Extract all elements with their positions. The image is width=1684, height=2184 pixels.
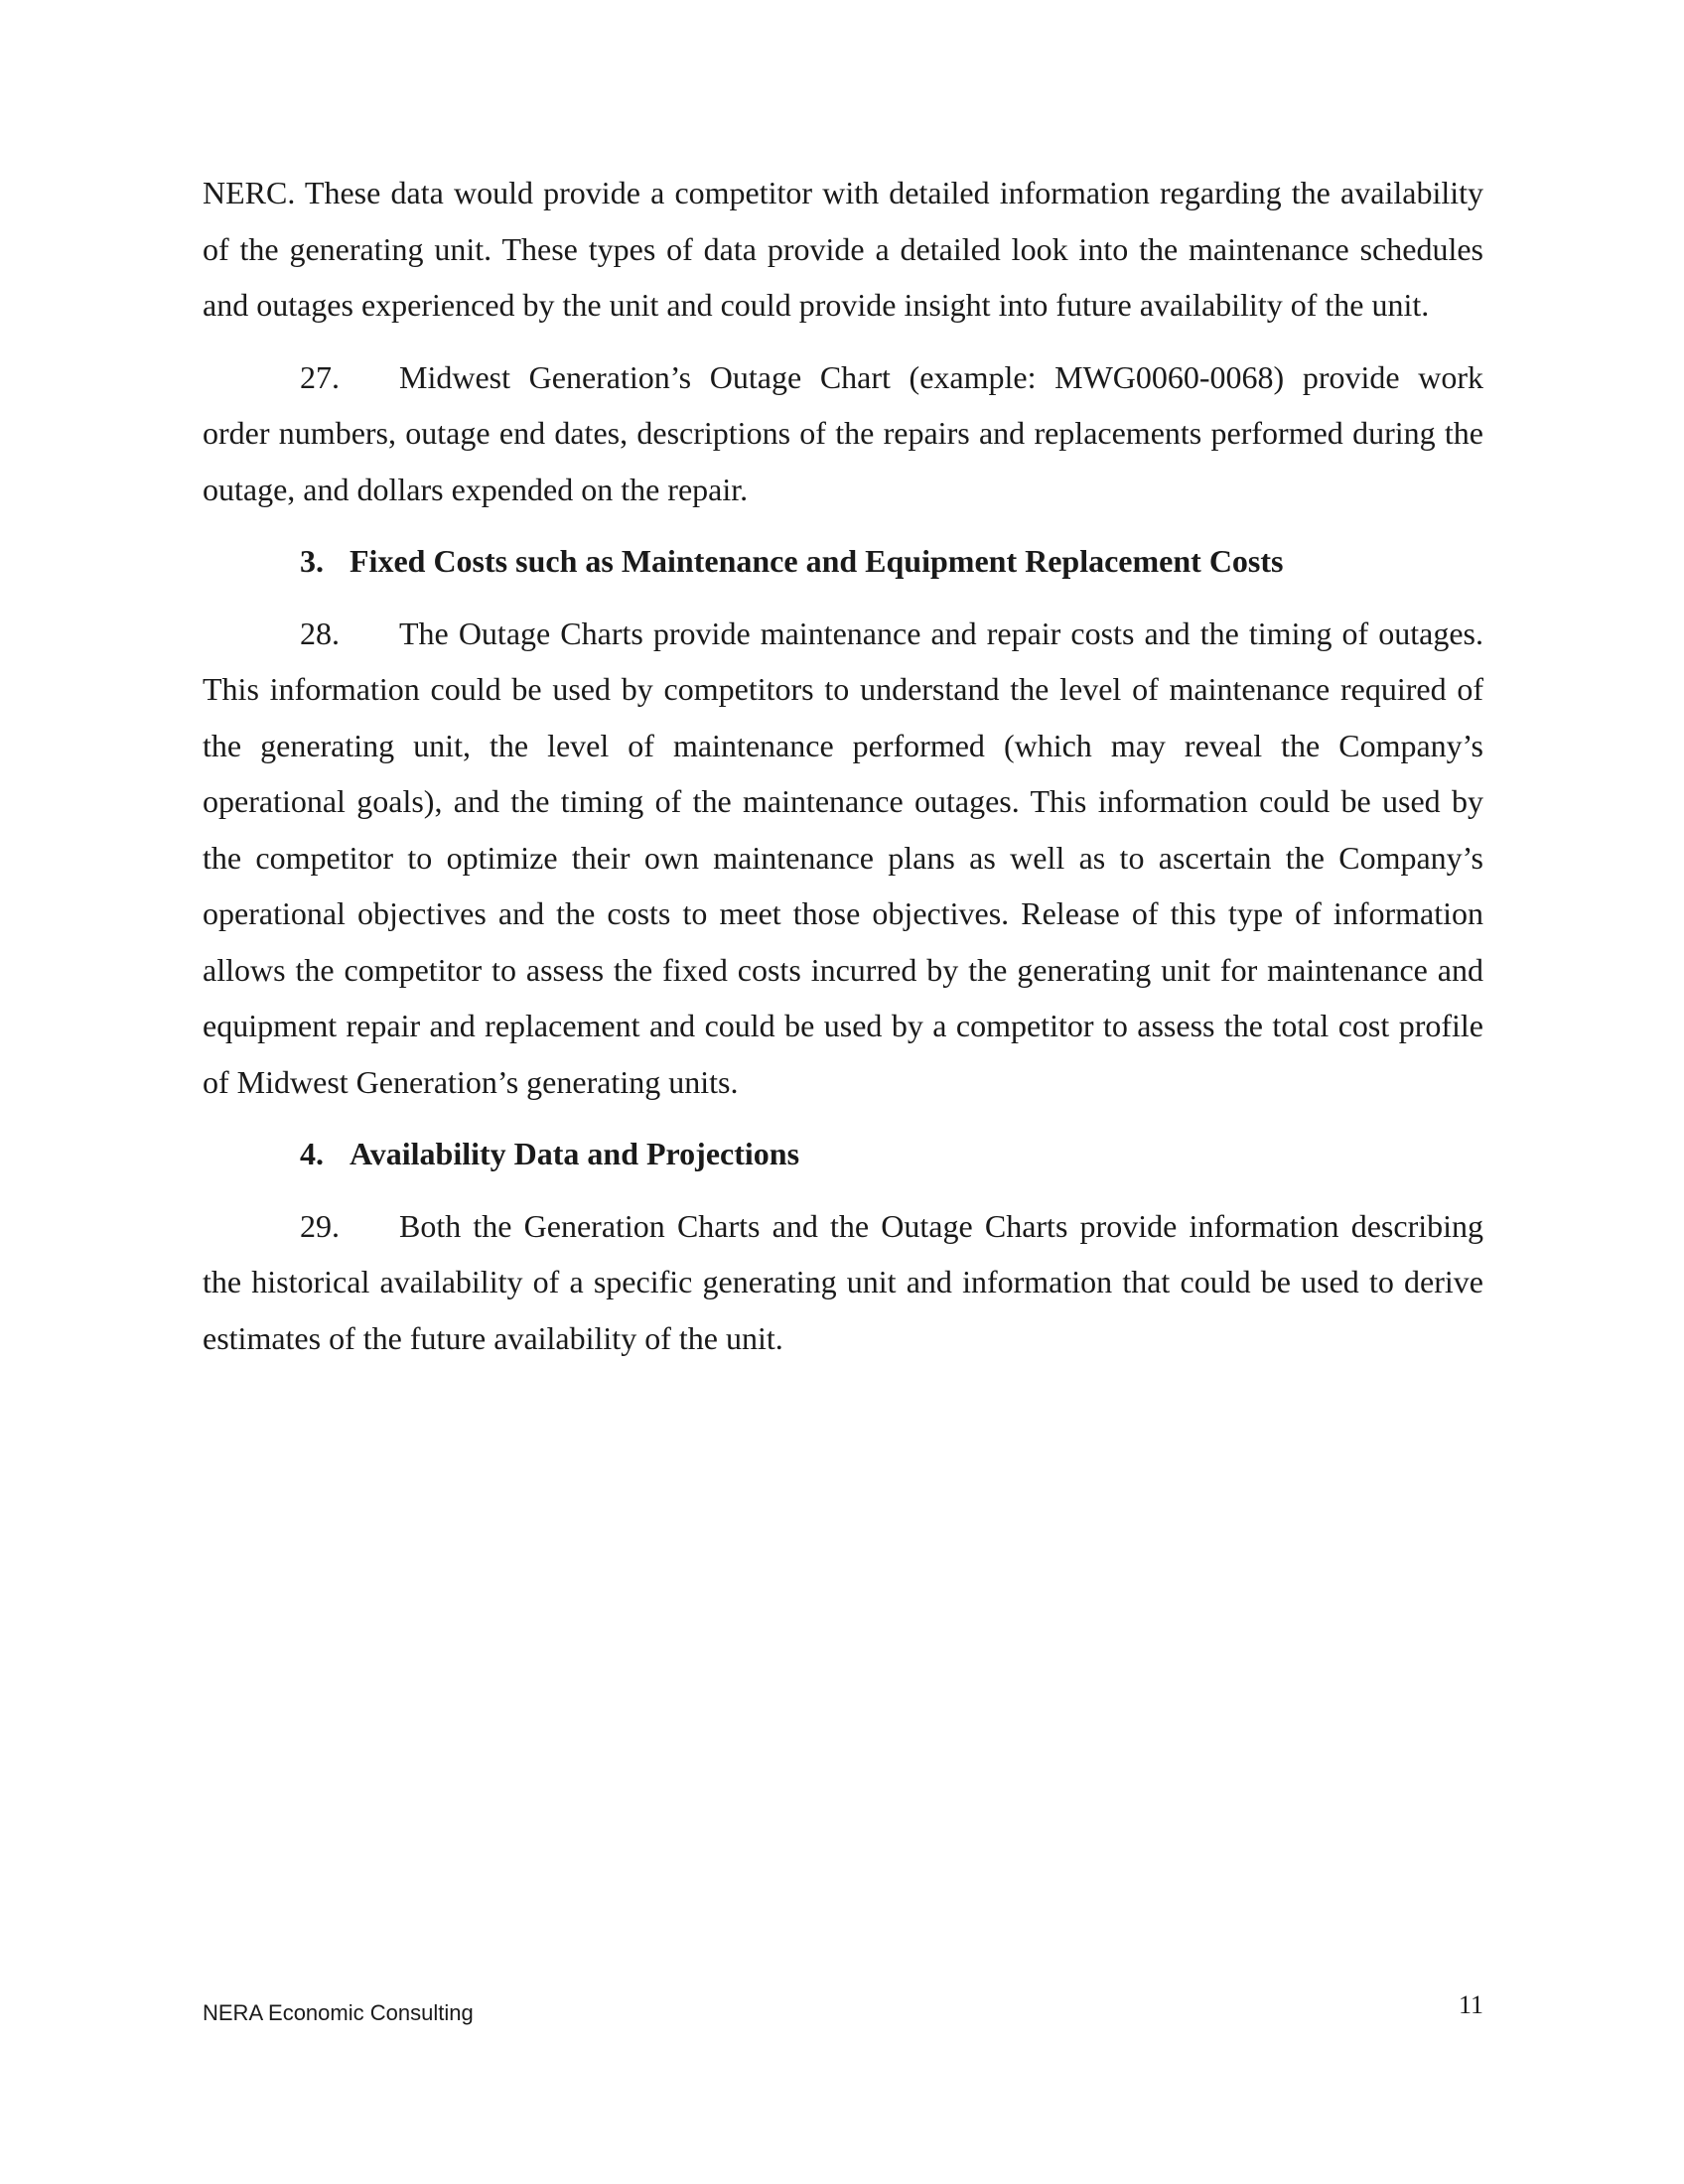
paragraph-text: Both the Generation Charts and the Outage Charts provide information describing the historical availability of a specific generating unit and information that could be used to derive estimates of the future availability of the unit. xyxy=(203,1207,1483,1356)
paragraph-29 xyxy=(203,1198,1483,1367)
paragraph-27 xyxy=(203,349,1483,518)
page-number: 11 xyxy=(1458,1990,1483,2019)
paragraph-text: Midwest Generation’s Outage Chart (example: MWG0060-0068) provide work order numbers, outage end dates, descriptions of the repairs and replacements performed during the outage, and dollars expended on the repair. xyxy=(203,358,1483,507)
paragraph-number: 29. xyxy=(300,1207,340,1244)
footer-organization: NERA Economic Consulting xyxy=(203,2000,474,2025)
paragraph-number: 27. xyxy=(300,358,340,395)
paragraph-28 xyxy=(203,606,1483,1111)
section-number: 4. xyxy=(300,1136,324,1171)
section-title: Fixed Costs such as Maintenance and Equipment Replacement Costs xyxy=(350,543,1284,579)
continuation-paragraph: NERC. These data would provide a competitor with detailed information regarding the availability of the generating unit. These types of data provide a detailed look into the maintenance schedules and outages experienced by the unit and could provide insight into future availability of the unit. xyxy=(203,175,1483,323)
section-heading-4 xyxy=(203,1126,1483,1182)
section-title: Availability Data and Projections xyxy=(350,1136,800,1171)
section-number: 3. xyxy=(300,543,324,579)
paragraph-text: The Outage Charts provide maintenance and repair costs and the timing of outages. This information could be used by competitors to understand the level of maintenance required of the generating unit, the level of maintenance performed (which may reveal the Company’s operational goals), and the timing of the maintenance outages. This information could be used by the competitor to optimize their own maintenance plans as well as to ascertain the Company’s operational objectives and the costs to meet those objectives. Release of this type of information allows the competitor to assess the fixed costs incurred by the generating unit for maintenance and equipment repair and replacement and could be used by a competitor to assess the total cost profile of Midwest Generation’s generating units. xyxy=(203,614,1483,1100)
section-heading-3 xyxy=(203,533,1483,590)
document-body xyxy=(203,165,1483,1366)
paragraph-number: 28. xyxy=(300,614,340,651)
